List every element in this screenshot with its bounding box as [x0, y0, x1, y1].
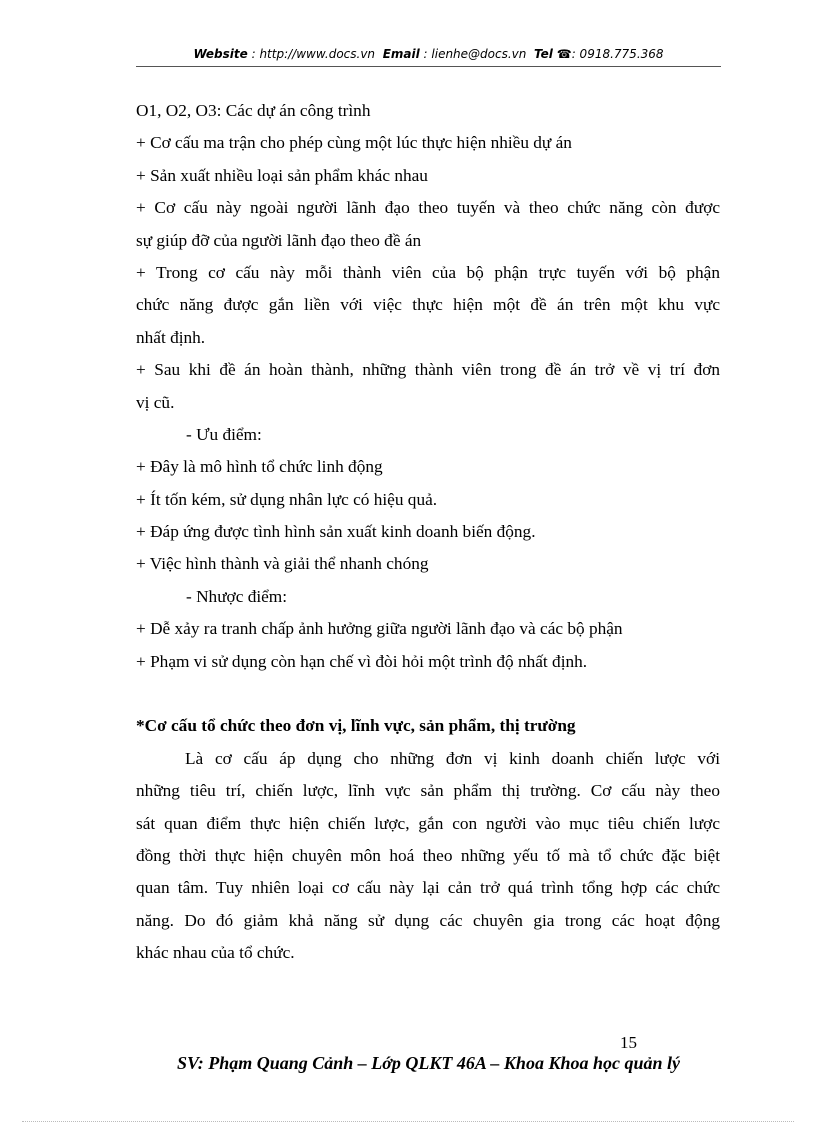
text-line: + Sản xuất nhiều loại sản phẩm khác nhau — [136, 165, 428, 185]
text-line: chức năng được gắn liền với việc thực hiện một đề án trên một khu vực — [136, 295, 720, 315]
text-line: quan tâm. Tuy nhiên loại cơ cấu này lại cản trở quá trình tổng hợp các chức — [136, 878, 720, 898]
text-line: khác nhau của tổ chức. — [136, 943, 295, 963]
section-heading: *Cơ cấu tổ chức theo đơn vị, lĩnh vực, sản phẩm, thị trường — [136, 716, 576, 736]
header-rule — [136, 66, 721, 67]
website-label: Website — [193, 47, 248, 61]
email-value: : lienhe@docs.vn — [423, 47, 527, 61]
text-line: O1, O2, O3: Các dự án công trình — [136, 101, 371, 120]
text-line: + Cơ cấu này ngoài người lãnh đạo theo tuyến và theo chức năng còn được — [136, 198, 720, 218]
text-line: đồng thời thực hiện chuyên môn hoá theo những yếu tố mà tổ chức đặc biệt — [136, 845, 720, 865]
blank-line — [136, 678, 720, 710]
page-header — [136, 47, 721, 67]
text-line: + Cơ cấu ma trận cho phép cùng một lúc thực hiện nhiều dự án — [136, 133, 572, 153]
website-value: : http://www.docs.vn — [251, 47, 376, 61]
text-line: vị cũ. — [136, 392, 175, 412]
text-line: + Việc hình thành và giải thể nhanh chóng — [136, 554, 429, 574]
text-line: + Phạm vi sử dụng còn hạn chế vì đòi hỏi một trình độ nhất định. — [136, 651, 588, 671]
email-label: Email — [382, 47, 420, 61]
text-line: Là cơ cấu áp dụng cho những đơn vị kinh doanh chiến lược với — [185, 748, 720, 768]
page-footer: SV: Phạm Quang Cảnh – Lớp QLKT 46A – Khoa Khoa học quản lý — [177, 1053, 680, 1073]
text-line: sát quan điểm thực hiện chiến lược, gắn con người vào mục tiêu chiến lược — [136, 813, 720, 833]
disadvantages-heading: - Nhược điểm: — [186, 586, 288, 606]
text-line: + Trong cơ cấu này mỗi thành viên của bộ phận trực tuyến với bộ phận — [136, 262, 720, 282]
text-line: + Sau khi đề án hoàn thành, những thành viên trong đề án trở về vị trí đơn — [136, 360, 720, 380]
text-line: năng. Do đó giảm khả năng sử dụng các chuyên gia trong các hoạt động — [136, 910, 720, 930]
text-line: những tiêu trí, chiến lược, lĩnh vực sản phẩm thị trường. Cơ cấu này theo — [136, 781, 720, 801]
tel-label: Tel — [534, 47, 553, 61]
text-line: + Ít tốn kém, sử dụng nhân lực có hiệu quả. — [136, 489, 438, 509]
text-line: sự giúp đỡ của người lãnh đạo theo đề án — [136, 230, 422, 250]
page-number: 15 — [620, 1033, 637, 1052]
page-bottom-rule — [22, 1121, 794, 1122]
text-line: + Đáp ứng được tình hình sản xuất kinh doanh biến động. — [136, 522, 536, 542]
phone-icon: ☎ — [556, 47, 572, 61]
text-line: nhất định. — [136, 327, 206, 347]
text-line: + Đây là mô hình tổ chức linh động — [136, 457, 383, 477]
advantages-heading: - Ưu điểm: — [186, 424, 262, 444]
tel-value: : 0918.775.368 — [571, 47, 664, 61]
text-line: + Dễ xảy ra tranh chấp ảnh hưởng giữa người lãnh đạo và các bộ phận — [136, 619, 623, 639]
document-body — [136, 95, 720, 970]
